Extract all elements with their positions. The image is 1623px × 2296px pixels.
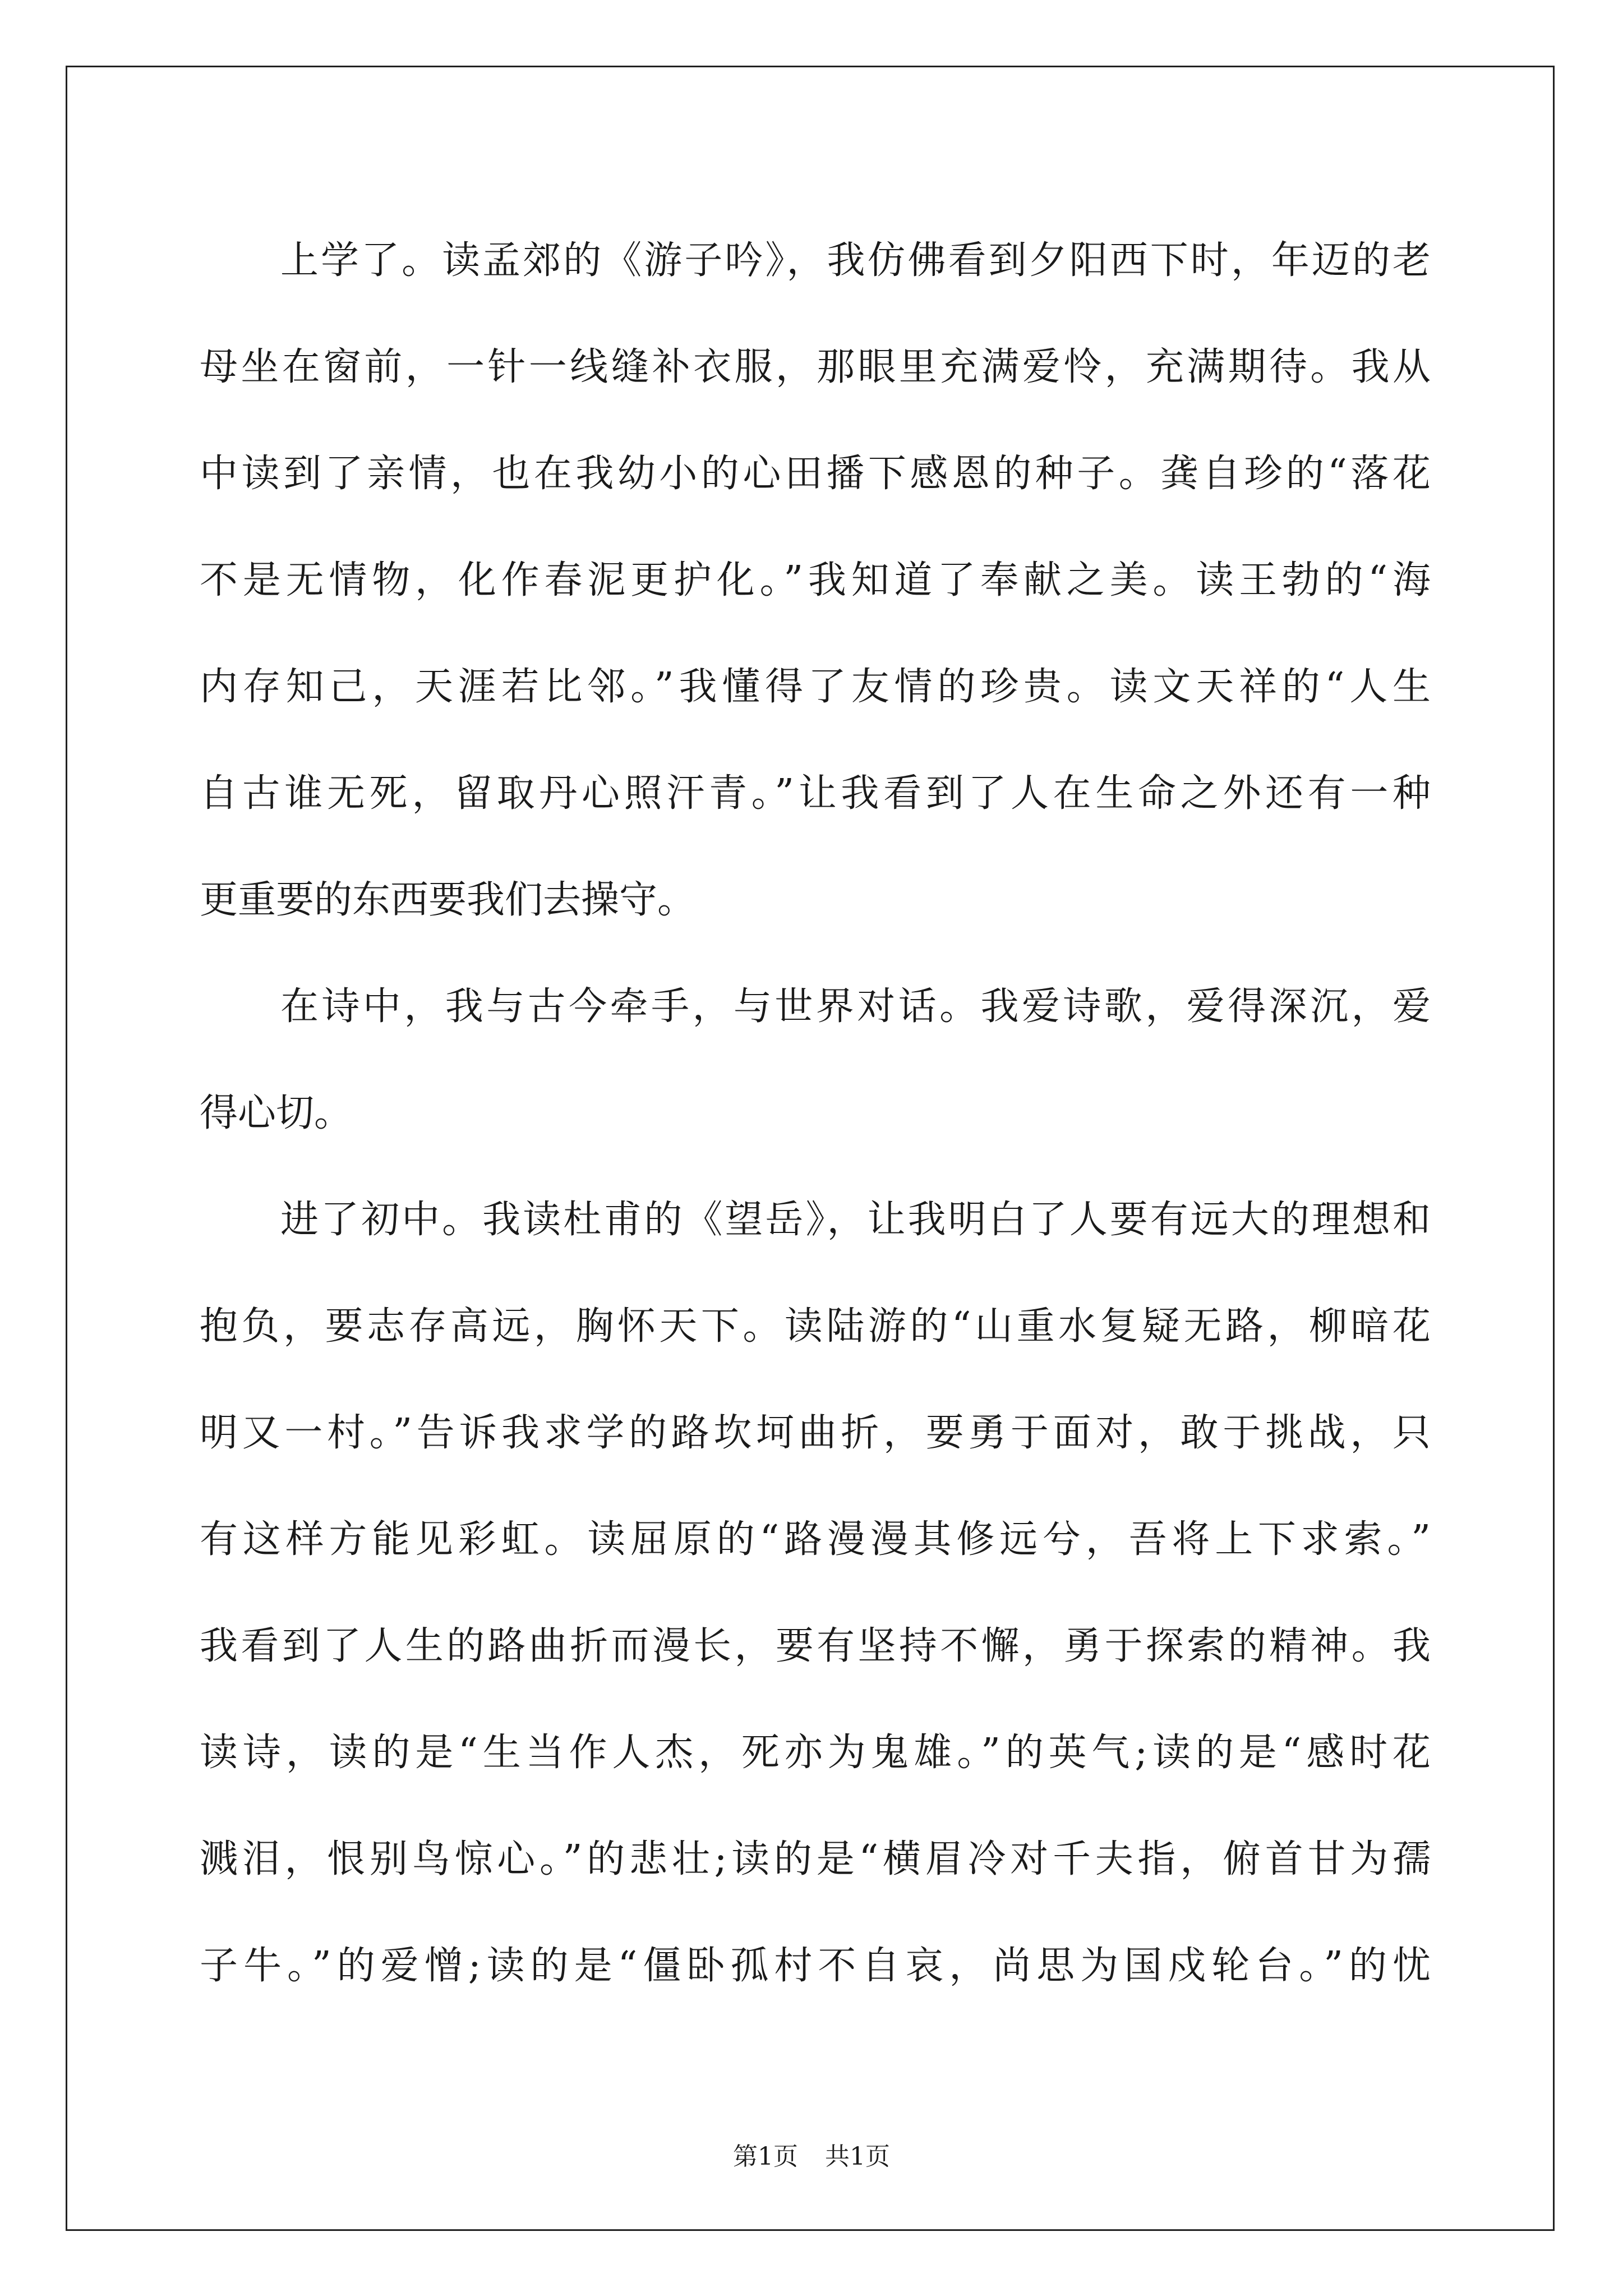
page-footer [0,2140,1623,2174]
paragraph-3-line-1: 进了初中。我读杜甫的《望岳》，让我明白了人要有远大的理想和 [280,1198,1431,1242]
paragraph-2-line-1: 在诗中，我与古今牵手，与世界对话。我爱诗歌，爱得深沉，爱 [280,984,1431,1029]
paragraph-3-line-8: 子牛。”的爱憎;读的是“僵卧孤村不自哀，尚思为国戍轮台。”的忧 [200,1944,1431,1988]
paragraph-1-line-6: 自古谁无死，留取丹心照汗青。”让我看到了人在生命之外还有一种 [200,771,1431,816]
paragraph-1-line-1: 上学了。读孟郊的《游子吟》，我仿佛看到夕阳西下时，年迈的老 [280,238,1431,283]
paragraph-3-line-6: 读诗，读的是“生当作人杰，死亦为鬼雄。”的英气;读的是“感时花 [200,1731,1431,1775]
paragraph-3-line-5: 我看到了人生的路曲折而漫长，要有坚持不懈，勇于探索的精神。我 [200,1624,1431,1668]
paragraph-3-line-2: 抱负，要志存高远，胸怀天下。读陆游的“山重水复疑无路，柳暗花 [200,1304,1431,1349]
page-number-current: 第1页 [733,2142,798,2171]
paragraph-3-line-3: 明又一村。”告诉我求学的路坎坷曲折，要勇于面对，敢于挑战，只 [200,1411,1431,1455]
paragraph-1-line-5: 内存知己，天涯若比邻。”我懂得了友情的珍贵。读文天祥的“人生 [200,665,1431,709]
page-number-total: 共1页 [825,2142,890,2171]
document-body [200,208,1431,2019]
paragraph-3-line-4: 有这样方能见彩虹。读屈原的“路漫漫其修远兮，吾将上下求索。” [200,1517,1431,1562]
paragraph-3-line-7: 溅泪，恨别鸟惊心。”的悲壮;读的是“横眉冷对千夫指，俯首甘为孺 [200,1837,1431,1881]
paragraph-1-line-2: 母坐在窗前，一针一线缝补衣服，那眼里充满爱怜，充满期待。我从 [200,345,1431,389]
paragraph-2-line-2: 得心切。 [200,1091,353,1135]
paragraph-1-line-4: 不是无情物，化作春泥更护化。”我知道了奉献之美。读王勃的“海 [200,558,1431,602]
paragraph-1-line-7: 更重要的东西要我们去操守。 [200,878,696,922]
paragraph-1-line-3: 中读到了亲情，也在我幼小的心田播下感恩的种子。龚自珍的“落花 [200,452,1431,496]
